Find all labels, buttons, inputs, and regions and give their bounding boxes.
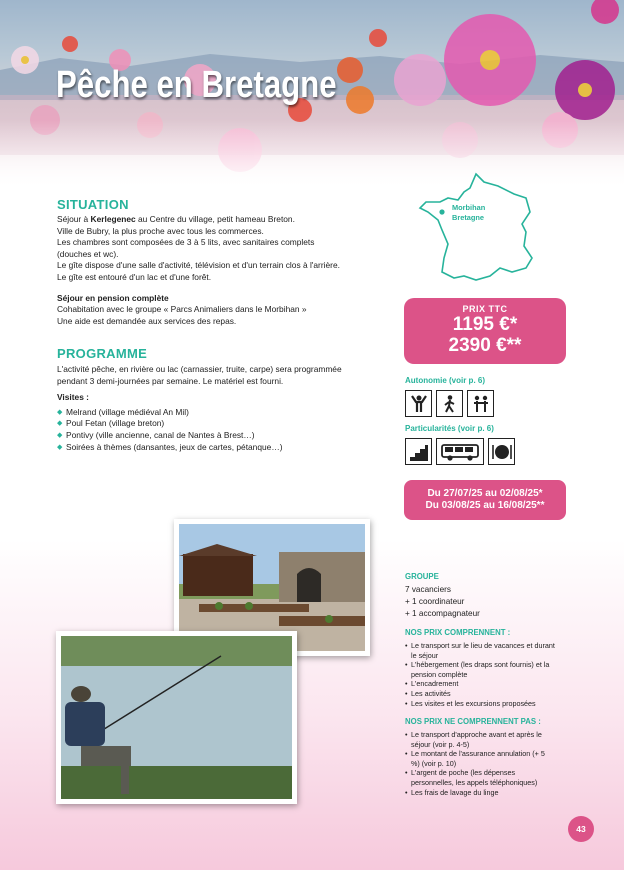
price-label: PRIX TTC <box>462 304 508 314</box>
list-item: ◆ Poul Fetan (village breton) <box>57 418 397 430</box>
france-map <box>418 168 542 286</box>
price-1: 1195 €* <box>452 314 518 335</box>
list-item: • Le transport sur le lieu de vacances et durant le séjour <box>405 641 555 660</box>
walking-person-icon <box>436 390 463 417</box>
accompanied-persons-icon <box>467 390 494 417</box>
visits-list <box>57 407 397 453</box>
person-arms-up-icon <box>405 390 432 417</box>
list-item: • Le montant de l'assurance annulation (+ 5 %) (voir p. 10) <box>405 749 555 768</box>
situation-heading: SITUATION <box>57 197 129 212</box>
location-marker <box>439 209 444 214</box>
particularites-icons <box>405 438 515 465</box>
date-range-1: Du 27/07/25 au 02/08/25* <box>427 488 543 499</box>
map-label-area: Bretagne <box>452 213 485 222</box>
page-number: 43 <box>568 816 594 842</box>
price-box <box>404 298 566 364</box>
list-item: 7 vacanciers <box>405 585 451 594</box>
list-item: + 1 accompagnateur <box>405 609 480 618</box>
photo-fishing <box>56 631 297 804</box>
list-item: • Le transport d'approche avant et après le séjour (voir p. 4-5) <box>405 730 555 749</box>
list-item: • Les activités <box>405 689 555 699</box>
meal-plate-icon <box>488 438 515 465</box>
particularites-label: Particularités (voir p. 6) <box>405 424 494 433</box>
list-item: • L'hébergement (les draps sont fournis) et la pension complète <box>405 660 555 679</box>
programme-line-1: L'activité pêche, en rivière ou lac (carnassier, truite, carpe) sera programmée <box>57 364 342 374</box>
ne-comprennent-pas-list <box>405 730 555 797</box>
bus-icon <box>436 438 484 465</box>
list-item: • L'argent de poche (les dépenses personnelles, les appels téléphoniques) <box>405 768 555 787</box>
list-item: + 1 coordinateur <box>405 597 465 606</box>
page-title: Pêche en Bretagne <box>56 64 337 106</box>
comprennent-list <box>405 641 555 708</box>
fishing-image <box>61 636 292 799</box>
dates-box <box>404 480 566 520</box>
autonomie-label: Autonomie (voir p. 6) <box>405 376 485 385</box>
programme-line-2: pendant 3 demi-journées par semaine. Le matériel est fourni. <box>57 375 284 386</box>
pension-line-1: Cohabitation avec le groupe « Parcs Animaliers dans le Morbihan » <box>57 304 307 315</box>
visits-title: Visites : <box>57 392 89 403</box>
autonomie-icons <box>405 390 494 417</box>
date-range-2: Du 03/08/25 au 16/08/25** <box>425 500 545 511</box>
situation-line-5: Le gîte dispose d'une salle d'activité, télévision et d'un terrain clos à l'arrière. <box>57 260 340 271</box>
map-label <box>452 203 485 223</box>
ne-comprennent-pas-heading: NOS PRIX NE COMPRENNENT PAS : <box>405 717 541 726</box>
list-item: • Les frais de lavage du linge <box>405 788 555 798</box>
list-item: ◆ Melrand (village médiéval An Mil) <box>57 407 397 419</box>
situation-text <box>57 214 397 327</box>
price-2: 2390 €** <box>448 335 522 356</box>
list-item: ◆ Pontivy (ville ancienne, canal de Nantes à Brest…) <box>57 430 397 442</box>
comprennent-heading: NOS PRIX COMPRENNENT : <box>405 628 511 637</box>
list-item: ◆ Soirées à thèmes (dansantes, jeux de cartes, pétanque…) <box>57 442 397 454</box>
pension-line-2: Une aide est demandée aux services des repas. <box>57 315 237 326</box>
situation-line-3: Les chambres sont composées de 3 à 5 lits, avec sanitaires complets <box>57 237 315 248</box>
groupe-list <box>405 584 565 620</box>
programme-text <box>57 364 397 453</box>
situation-line-2: Ville de Bubry, la plus proche avec tous les commerces. <box>57 225 264 236</box>
list-item: • Les visites et les excursions proposées <box>405 699 555 709</box>
map-label-region: Morbihan <box>452 203 486 212</box>
groupe-heading: GROUPE <box>405 572 439 581</box>
list-item: • L'encadrement <box>405 679 555 689</box>
stairs-icon <box>405 438 432 465</box>
pension-title: Séjour en pension complète <box>57 292 169 303</box>
situation-line-1: Séjour à Kerlegenec au Centre du village, petit hameau Breton. <box>57 214 295 224</box>
situation-line-4: (douches et wc). <box>57 248 119 259</box>
situation-line-6: Le gîte est entouré d'un lac et d'une forêt. <box>57 271 212 282</box>
programme-heading: PROGRAMME <box>57 346 148 361</box>
